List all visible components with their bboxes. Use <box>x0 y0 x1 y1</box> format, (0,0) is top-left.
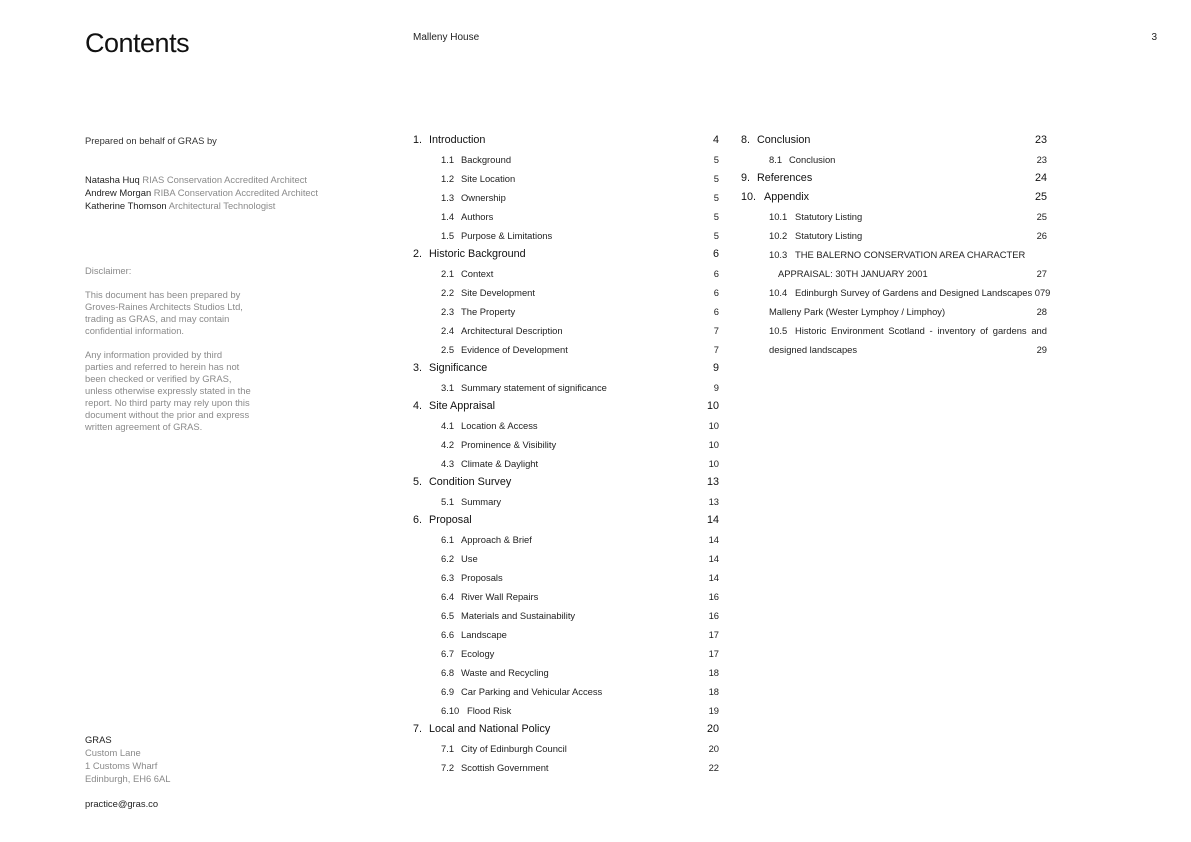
toc-number: 7. <box>413 723 423 735</box>
toc-number: 10. <box>741 191 757 203</box>
toc-page-number: 6 <box>713 306 719 317</box>
toc-section-entry[interactable] <box>413 473 719 492</box>
toc-number: 3.1 <box>441 382 455 393</box>
toc-page-number: 20 <box>706 723 719 735</box>
toc-page-number: 6 <box>713 268 719 279</box>
toc-page-number: 7 <box>713 325 719 336</box>
toc-number: 2.5 <box>441 344 455 355</box>
disclaimer-line: This document has been prepared by <box>85 289 241 300</box>
toc-subsection-entry[interactable] <box>413 416 719 435</box>
toc-section-entry[interactable] <box>413 511 719 530</box>
toc-number: 2.1 <box>441 268 455 279</box>
toc-subsection-entry[interactable] <box>413 302 719 321</box>
toc-label: The Property <box>461 306 516 317</box>
toc-number: 8. <box>741 134 751 146</box>
toc-page-number: 26 <box>1036 230 1047 241</box>
toc-number: 4.2 <box>441 439 455 450</box>
address-line: Edinburgh, EH6 6AL <box>85 773 171 784</box>
toc-number: 10.4 <box>769 287 788 298</box>
toc-subsection-entry[interactable] <box>413 530 719 549</box>
toc-label: Use <box>461 553 478 564</box>
toc-section-entry[interactable] <box>413 359 719 378</box>
toc-label: Summary statement of significance <box>461 382 607 393</box>
toc-number: 5. <box>413 476 423 488</box>
toc-label: Edinburgh Survey of Gardens and Designed Landscapes 079 <box>795 287 1051 298</box>
toc-label: Significance <box>429 362 488 374</box>
toc-number: 1.4 <box>441 211 455 222</box>
toc-label: Conclusion <box>757 134 811 146</box>
toc-number: 1.2 <box>441 173 455 184</box>
disclaimer-line: Any information provided by third <box>85 349 223 360</box>
disclaimer-line: document without the prior and express <box>85 409 250 420</box>
toc-page-number: 14 <box>706 514 719 526</box>
toc-label: APPRAISAL: 30TH JANUARY 2001 <box>778 268 928 279</box>
toc-number: 2.2 <box>441 287 455 298</box>
toc-page-number: 5 <box>713 230 719 241</box>
toc-subsection-entry[interactable] <box>741 226 1047 245</box>
toc-number: 7.1 <box>441 743 455 754</box>
toc-number: 2.3 <box>441 306 455 317</box>
disclaimer-line: confidential information. <box>85 325 185 336</box>
toc-page-number: 10 <box>708 439 719 450</box>
toc-label: Car Parking and Vehicular Access <box>461 686 603 697</box>
toc-subsection-entry[interactable] <box>741 207 1047 226</box>
toc-page-number: 4 <box>712 134 719 146</box>
toc-page-number: 9 <box>712 362 719 374</box>
disclaimer <box>85 265 265 445</box>
toc-subsection-entry[interactable] <box>741 264 1047 283</box>
toc-subsection-entry[interactable] <box>413 321 719 340</box>
toc-page-number: 9 <box>713 382 719 393</box>
page-title: Contents <box>85 28 190 58</box>
toc-number: 6.2 <box>441 553 455 564</box>
author-row <box>85 186 318 199</box>
toc-label: Flood Risk <box>467 705 512 716</box>
toc-number: 4.1 <box>441 420 455 431</box>
toc-number: 2. <box>413 248 423 260</box>
toc-section-entry[interactable] <box>413 245 719 264</box>
toc-page-number: 5 <box>713 173 719 184</box>
toc-page-number: 23 <box>1036 154 1047 165</box>
toc-page-number: 13 <box>706 476 719 488</box>
toc-number: 10.1 <box>769 211 788 222</box>
toc-subsection-entry[interactable] <box>413 435 719 454</box>
toc-label: Landscape <box>461 629 507 640</box>
toc-page-number: 7 <box>713 344 719 355</box>
disclaimer-paragraph-2 <box>85 349 265 433</box>
toc-section-entry[interactable] <box>413 720 719 739</box>
toc-page-number: 17 <box>708 629 719 640</box>
page-number: 3 <box>1151 32 1157 43</box>
toc-number: 6.3 <box>441 572 455 583</box>
toc-subsection-entry[interactable] <box>413 606 719 625</box>
disclaimer-line: unless otherwise expressly stated in the <box>85 385 251 396</box>
toc-label: Local and National Policy <box>429 723 551 735</box>
toc-page-number: 23 <box>1034 134 1047 146</box>
toc-label: Summary <box>461 496 502 507</box>
toc-page-number: 24 <box>1034 172 1047 184</box>
toc-page-number: 27 <box>1036 268 1047 279</box>
toc-page-number: 18 <box>708 667 719 678</box>
authors-list <box>85 173 318 212</box>
toc-subsection-entry[interactable] <box>413 568 719 587</box>
author-row <box>85 199 318 212</box>
toc-page-number: 29 <box>1036 344 1047 355</box>
author-name: Natasha Huq <box>85 174 140 185</box>
toc-number: 1.1 <box>441 154 455 165</box>
toc-label: Ownership <box>461 192 506 203</box>
prepared-by: Prepared on behalf of GRAS by <box>85 135 217 146</box>
toc-label: Conclusion <box>789 154 836 165</box>
toc-subsection-entry[interactable] <box>741 321 1047 340</box>
toc-number: 6.5 <box>441 610 455 621</box>
toc-page-number: 10 <box>708 420 719 431</box>
toc-page-number: 14 <box>708 534 719 545</box>
toc-label: Purpose & Limitations <box>461 230 553 241</box>
toc-page-number: 28 <box>1036 306 1047 317</box>
toc-subsection-entry[interactable] <box>413 454 719 473</box>
toc-subsection-entry[interactable] <box>413 663 719 682</box>
document-name: Malleny House <box>413 32 480 43</box>
toc-page-number: 18 <box>708 686 719 697</box>
toc-section-entry[interactable] <box>741 169 1047 188</box>
toc-number: 6.8 <box>441 667 455 678</box>
toc-page-number: 16 <box>708 591 719 602</box>
toc-label: Site Development <box>461 287 535 298</box>
toc-number: 4.3 <box>441 458 455 469</box>
toc-page-number: 19 <box>708 705 719 716</box>
toc-number: 4. <box>413 400 423 412</box>
firm-name: GRAS <box>85 734 112 745</box>
toc-subsection-entry[interactable] <box>413 188 719 207</box>
toc-label: Appendix <box>764 191 810 203</box>
toc-number: 10.5 <box>769 325 788 336</box>
toc-label: Approach & Brief <box>461 534 532 545</box>
toc-label: Proposals <box>461 572 503 583</box>
toc-page-number: 6 <box>712 248 719 260</box>
toc-subsection-entry[interactable] <box>413 264 719 283</box>
disclaimer-line: parties and referred to herein has not <box>85 361 240 372</box>
toc-label: Context <box>461 268 494 279</box>
toc-page-number: 5 <box>713 192 719 203</box>
author-row <box>85 173 318 186</box>
toc-label: Statutory Listing <box>795 230 863 241</box>
disclaimer-paragraph-1 <box>85 289 265 337</box>
toc-subsection-entry[interactable] <box>413 701 719 720</box>
address-block <box>85 733 170 785</box>
toc-number: 1.5 <box>441 230 455 241</box>
toc-label: Background <box>461 154 512 165</box>
author-role: RIBA Conservation Accredited Architect <box>153 187 318 198</box>
toc-label: Condition Survey <box>429 476 512 488</box>
toc-section-entry[interactable] <box>741 188 1047 207</box>
toc-number: 6.6 <box>441 629 455 640</box>
toc-label: Architectural Description <box>461 325 563 336</box>
toc-column-2 <box>741 131 1051 371</box>
disclaimer-line: Groves-Raines Architects Studios Ltd, <box>85 301 243 312</box>
toc-page-number: 20 <box>708 743 719 754</box>
toc-label: THE BALERNO CONSERVATION AREA CHARACTER <box>795 249 1026 260</box>
toc-label: Location & Access <box>461 420 538 431</box>
email-link[interactable]: practice@gras.co <box>85 798 159 809</box>
address-line: Custom Lane <box>85 747 141 758</box>
toc-page-number: 13 <box>708 496 719 507</box>
disclaimer-line: report. No third party may rely upon this <box>85 397 250 408</box>
toc-label: Waste and Recycling <box>461 667 549 678</box>
toc-page-number: 25 <box>1036 211 1047 222</box>
toc-subsection-entry[interactable] <box>741 245 1047 264</box>
toc-label: designed landscapes <box>769 344 858 355</box>
toc-page-number: 25 <box>1034 191 1047 203</box>
toc-label: Site Location <box>461 173 516 184</box>
address-line: 1 Customs Wharf <box>85 760 158 771</box>
toc-label: Historic Background <box>429 248 526 260</box>
toc-subsection-entry[interactable] <box>413 169 719 188</box>
toc-label: Ecology <box>461 648 495 659</box>
toc-label: City of Edinburgh Council <box>461 743 567 754</box>
disclaimer-line: trading as GRAS, and may contain <box>85 313 230 324</box>
toc-section-entry[interactable] <box>741 131 1047 150</box>
toc-subsection-entry[interactable] <box>413 739 719 758</box>
toc-page-number: 14 <box>708 572 719 583</box>
toc-subsection-entry[interactable] <box>413 150 719 169</box>
toc-number: 6. <box>413 514 423 526</box>
toc-label: Proposal <box>429 514 472 526</box>
toc-number: 8.1 <box>769 154 783 165</box>
toc-number: 3. <box>413 362 423 374</box>
toc-subsection-entry[interactable] <box>741 302 1047 321</box>
disclaimer-heading: Disclaimer: <box>85 265 132 276</box>
author-name: Katherine Thomson <box>85 200 167 211</box>
toc-subsection-entry[interactable] <box>413 644 719 663</box>
toc-number: 10.2 <box>769 230 788 241</box>
toc-page-number: 10 <box>706 400 719 412</box>
toc-number: 10.3 <box>769 249 788 260</box>
toc-label: Materials and Sustainability <box>461 610 576 621</box>
toc-page-number: 22 <box>708 762 719 773</box>
toc-subsection-entry[interactable] <box>413 587 719 606</box>
toc-number: 6.1 <box>441 534 455 545</box>
toc-page-number: 5 <box>713 211 719 222</box>
toc-label: Prominence & Visibility <box>461 439 557 450</box>
toc-subsection-entry[interactable] <box>413 625 719 644</box>
toc-number: 6.9 <box>441 686 455 697</box>
toc-number: 5.1 <box>441 496 455 507</box>
toc-label: Evidence of Development <box>461 344 568 355</box>
toc-section-entry[interactable] <box>413 131 719 150</box>
toc-label: River Wall Repairs <box>461 591 539 602</box>
toc-number: 7.2 <box>441 762 455 773</box>
toc-label: Site Appraisal <box>429 400 496 412</box>
toc-page-number: 17 <box>708 648 719 659</box>
toc-label: Statutory Listing <box>795 211 863 222</box>
toc-label: Malleny Park (Wester Lymphoy / Limphoy) <box>769 306 946 317</box>
disclaimer-line: written agreement of GRAS. <box>85 421 203 432</box>
toc-section-entry[interactable] <box>413 397 719 416</box>
toc-page-number: 6 <box>713 287 719 298</box>
toc-subsection-entry[interactable] <box>741 340 1047 359</box>
toc-page-number: 5 <box>713 154 719 165</box>
toc-page-number: 16 <box>708 610 719 621</box>
toc-subsection-entry[interactable] <box>741 150 1047 169</box>
author-name: Andrew Morgan <box>85 187 152 198</box>
toc-page-number: 10 <box>708 458 719 469</box>
toc-number: 6.7 <box>441 648 455 659</box>
toc-number: 1. <box>413 134 423 146</box>
toc-number: 6.10 <box>441 705 460 716</box>
toc-label: Historic Environment Scotland - inventory of gardens and <box>795 325 1047 336</box>
toc-label: References <box>757 172 813 184</box>
toc-subsection-entry[interactable] <box>413 758 719 777</box>
toc-number: 1.3 <box>441 192 455 203</box>
toc-number: 9. <box>741 172 751 184</box>
toc-subsection-entry[interactable] <box>413 378 719 397</box>
toc-subsection-entry[interactable] <box>413 340 719 359</box>
toc-subsection-entry[interactable] <box>413 492 719 511</box>
author-role: Architectural Technologist <box>168 200 276 211</box>
toc-subsection-entry[interactable] <box>413 549 719 568</box>
toc-subsection-entry[interactable] <box>413 207 719 226</box>
toc-label: Scottish Government <box>461 762 549 773</box>
toc-subsection-entry[interactable] <box>741 283 1051 302</box>
author-role: RIAS Conservation Accredited Architect <box>142 174 308 185</box>
toc-subsection-entry[interactable] <box>413 226 719 245</box>
disclaimer-line: been checked or verified by GRAS, <box>85 373 232 384</box>
toc-subsection-entry[interactable] <box>413 283 719 302</box>
toc-label: Introduction <box>429 134 486 146</box>
toc-subsection-entry[interactable] <box>413 682 719 701</box>
toc-label: Climate & Daylight <box>461 458 539 469</box>
toc-column-1 <box>413 131 719 791</box>
toc-page-number: 14 <box>708 553 719 564</box>
toc-number: 2.4 <box>441 325 455 336</box>
toc-number: 6.4 <box>441 591 455 602</box>
toc-label: Authors <box>461 211 494 222</box>
